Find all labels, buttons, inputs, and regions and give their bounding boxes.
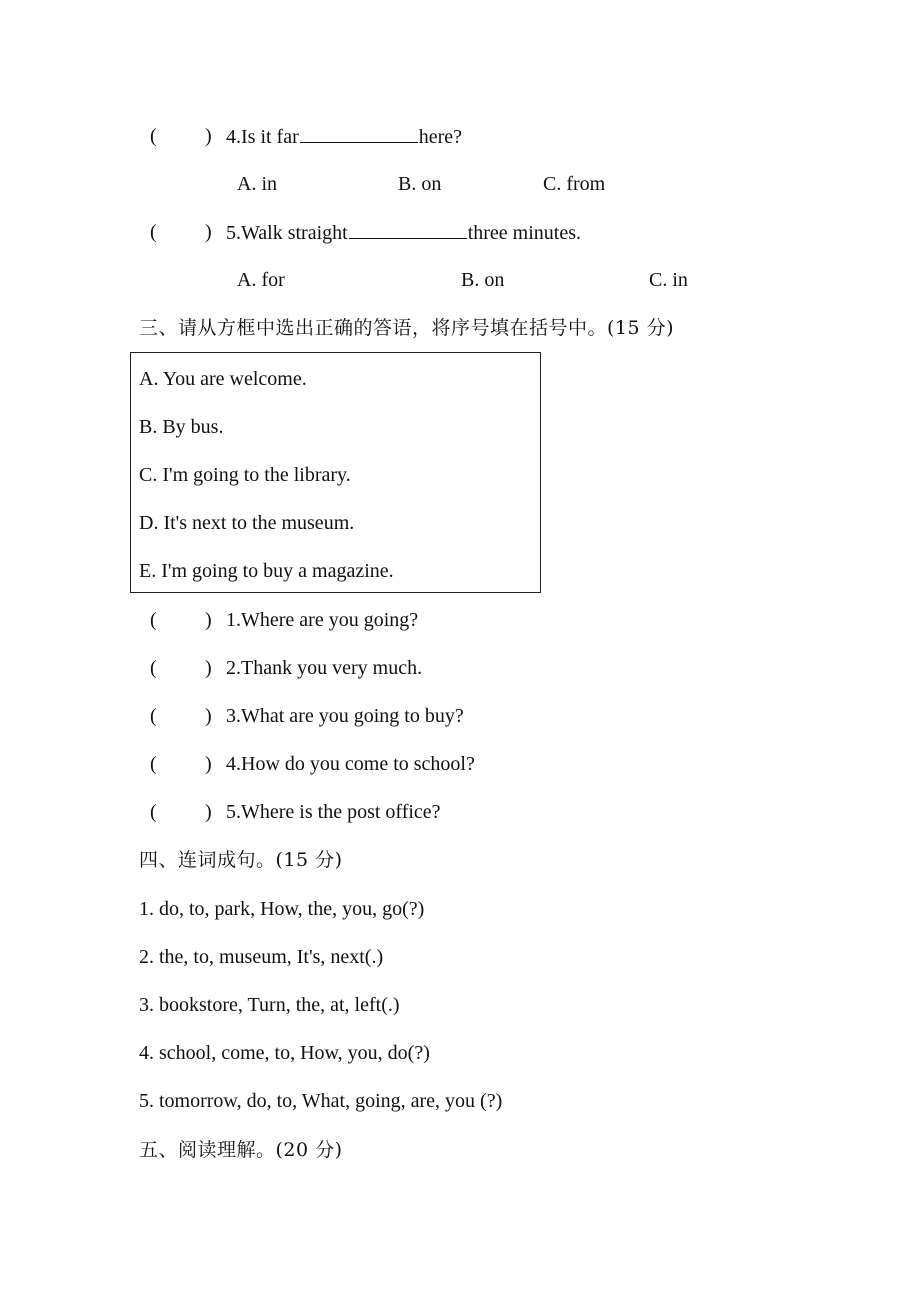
stem-after-blank: here? [418,126,463,148]
question-text: 5.Where is the post office? [226,801,441,823]
question-text: 1.Where are you going? [226,609,419,631]
answer-paren-close: ) [205,125,212,147]
reorder-item-4: 4. school, come, to, How, you, do(?) [139,1042,430,1064]
option-c: C. in [649,269,688,291]
answer-paren-close: ) [205,753,212,775]
reorder-item-1: 1. do, to, park, How, the, you, go(?) [139,898,425,920]
answer-paren-open: ( [150,657,157,679]
option-c: C. from [543,173,606,195]
answer-paren-open: ( [150,753,157,775]
answer-paren-open: ( [150,801,157,823]
answer-paren-close: ) [205,609,212,631]
option-a: A. for [237,269,285,291]
answer-options-box [130,352,541,593]
question-text: 2.Thank you very much. [226,657,423,679]
question-text: 4.How do you come to school? [226,753,475,775]
box-option-a: A. You are welcome. [139,368,307,390]
box-option-e: E. I'm going to buy a magazine. [139,560,394,582]
answer-paren-open: ( [150,221,157,243]
question-text: 3.What are you going to buy? [226,705,464,727]
reorder-item-2: 2. the, to, museum, It's, next(.) [139,946,384,968]
reorder-item-5: 5. tomorrow, do, to, What, going, are, you (?) [139,1090,503,1112]
answer-paren-open: ( [150,609,157,631]
box-option-c: C. I'm going to the library. [139,464,351,486]
fill-blank [300,124,418,143]
section-3-heading: 三、请从方框中选出正确的答语，将序号填在括号中。(15 分) [139,317,675,339]
box-option-d: D. It's next to the museum. [139,512,355,534]
question-stem [226,124,462,149]
option-b: B. on [461,269,505,291]
answer-paren-close: ) [205,801,212,823]
stem-before-blank: 5.Walk straight [226,222,348,244]
stem-before-blank: 4.Is it far [226,126,299,148]
question-stem [226,220,581,245]
box-option-b: B. By bus. [139,416,224,438]
answer-paren-close: ) [205,705,212,727]
fill-blank [349,220,467,239]
answer-paren-open: ( [150,125,157,147]
section-4-heading: 四、连词成句。(15 分) [139,849,343,871]
stem-after-blank: three minutes. [467,222,582,244]
answer-paren-close: ) [205,221,212,243]
answer-paren-close: ) [205,657,212,679]
option-b: B. on [398,173,442,195]
answer-paren-open: ( [150,705,157,727]
reorder-item-3: 3. bookstore, Turn, the, at, left(.) [139,994,400,1016]
section-5-heading: 五、阅读理解。(20 分) [139,1139,343,1161]
option-a: A. in [237,173,277,195]
